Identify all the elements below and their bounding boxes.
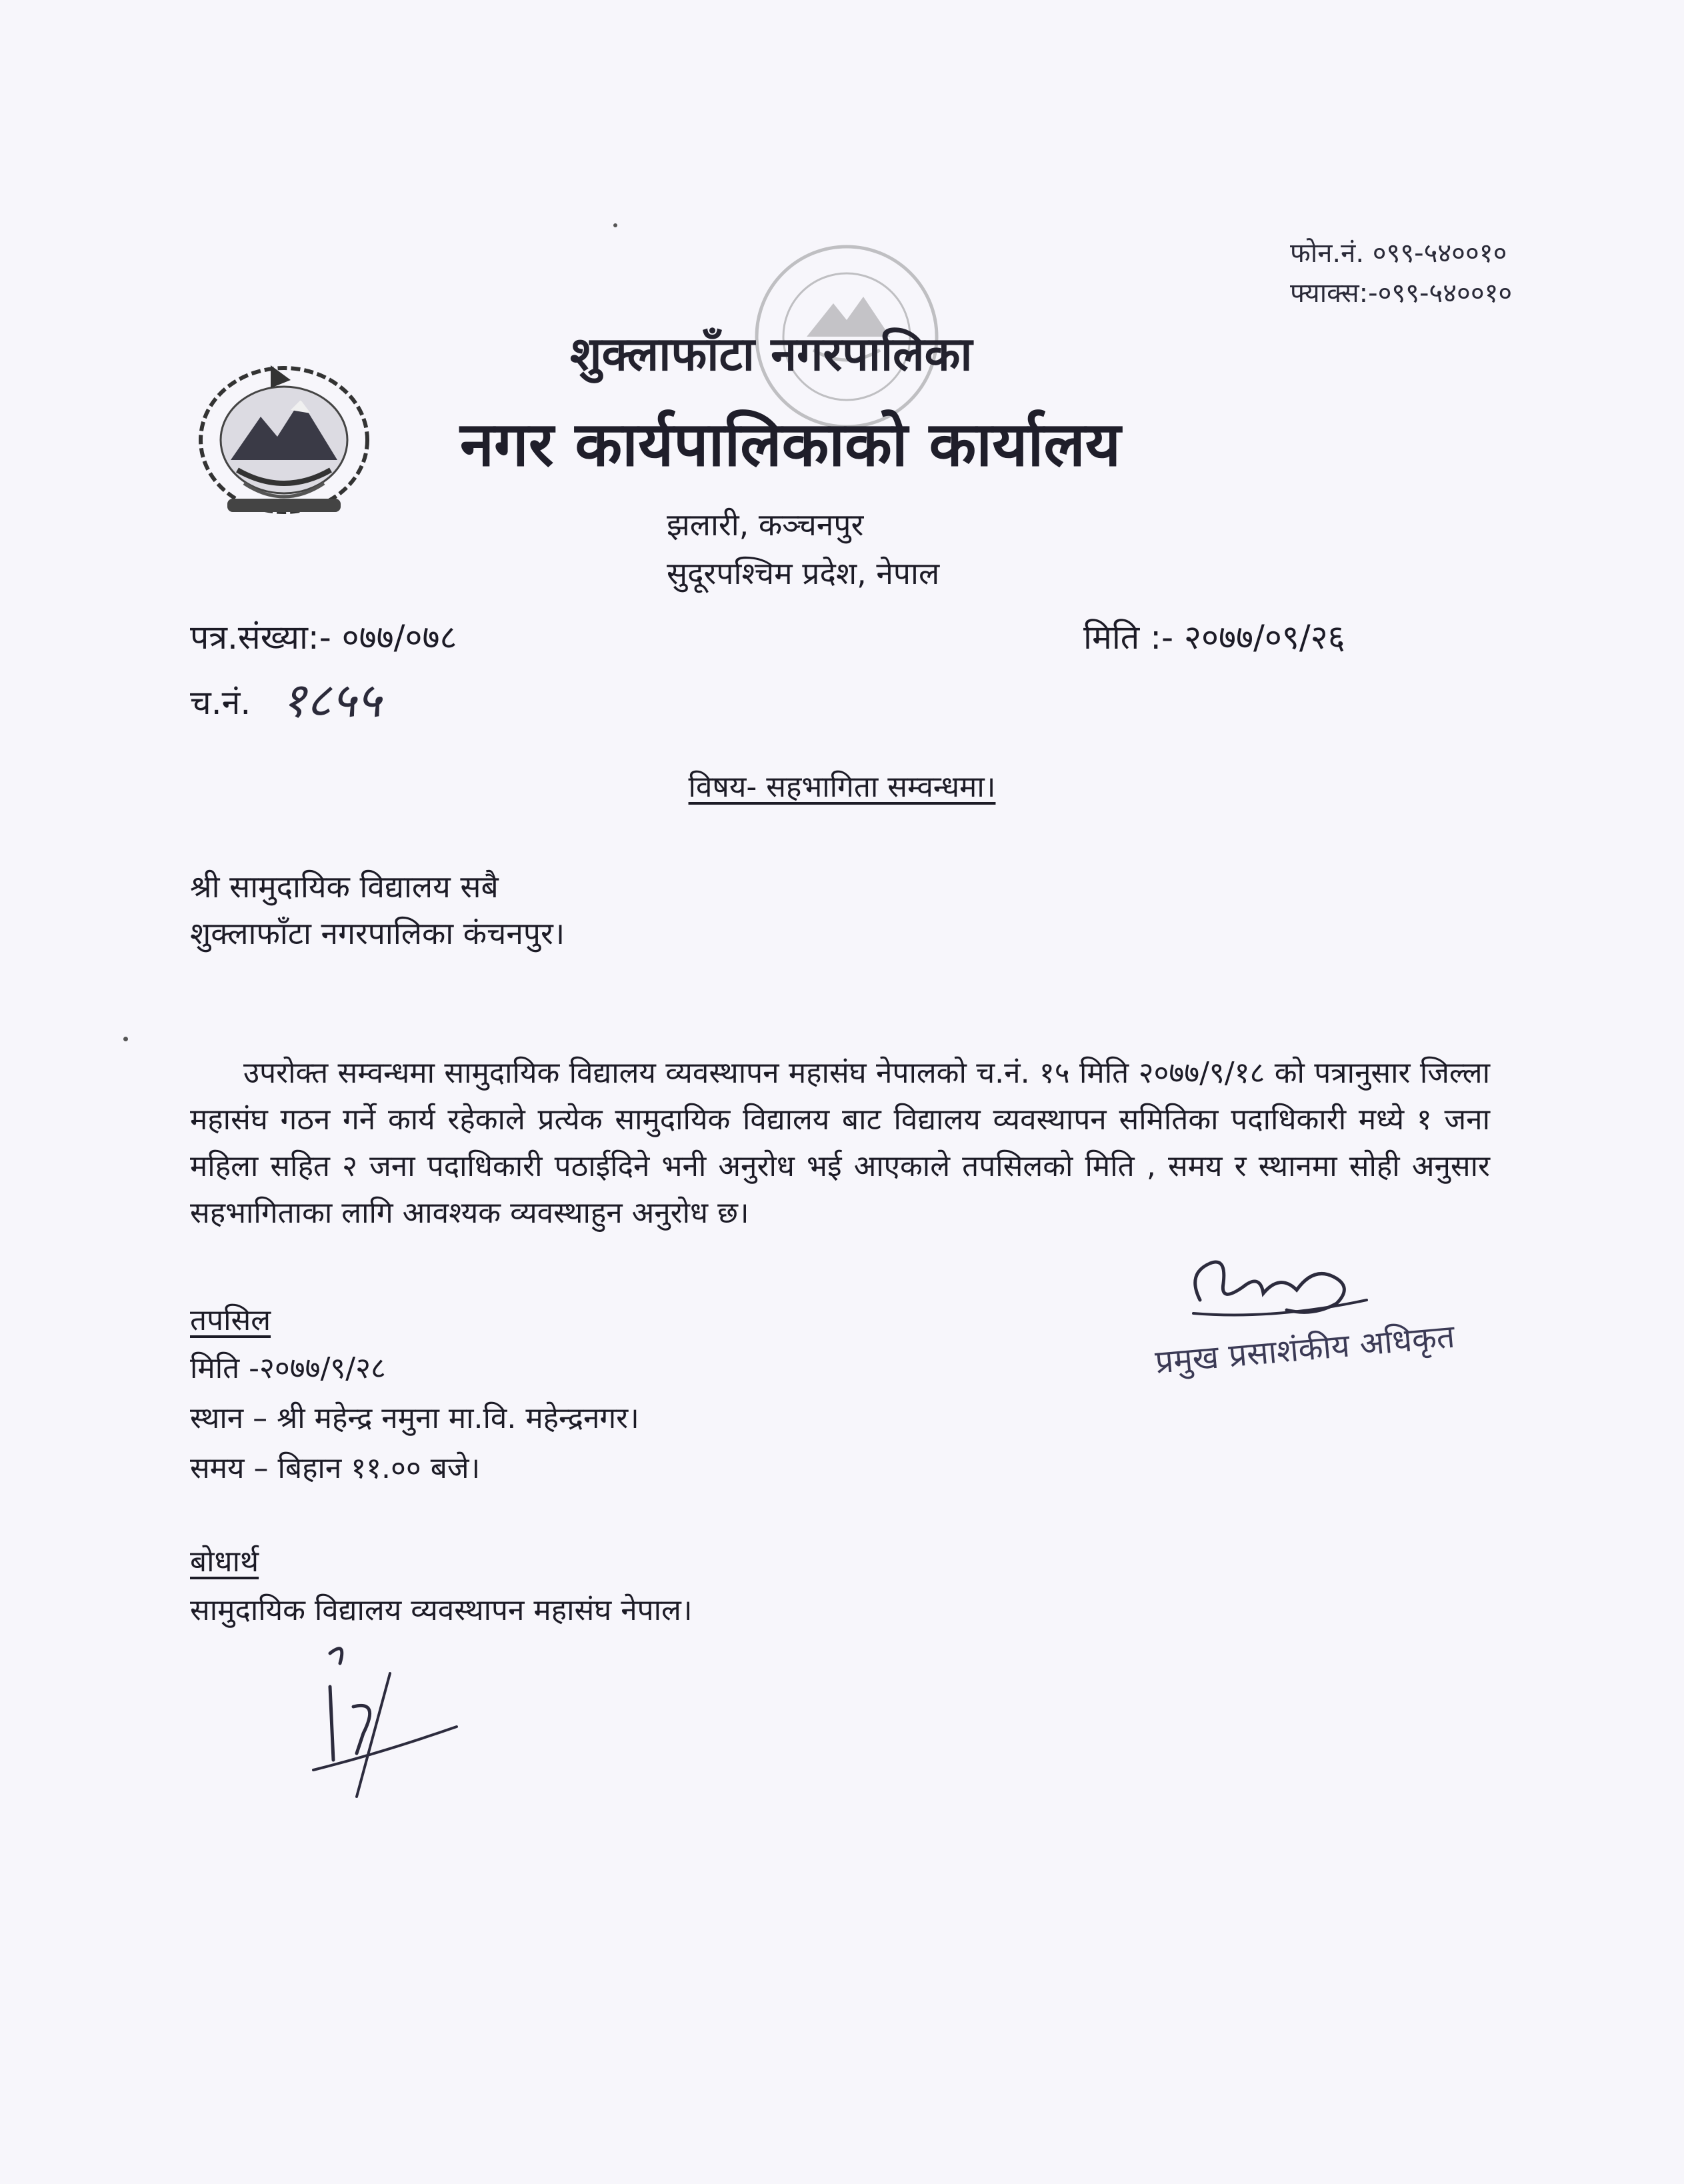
recipient-line-2: शुक्लाफाँटा नगरपालिका कंचनपुर।: [190, 915, 565, 951]
nepal-emblem-icon: [191, 353, 377, 520]
paper-speck: [123, 1037, 128, 1041]
office-name: नगर कार्यपालिकाको कार्यालय: [460, 409, 1121, 480]
letter-reference: पत्र.संख्या:- ०७७/०७८: [190, 618, 457, 657]
paper-speck: [613, 223, 617, 227]
dispatch-number-label: च.नं.: [190, 683, 251, 722]
letter-body: उपरोक्त सम्वन्धमा सामुदायिक विद्यालय व्यवस्थापन महासंघ नेपालको च.नं. १५ मिति २०७७/९/१८ को पत्रानुसार जिल्ला महासंघ गठन गर्ने कार्य रहेकाले प्रत्येक सामुदायिक विद्यालय बाट विद्यालय व्यवस्थापन समितिका पदाधिकारी मध्ये १ जना महिला सहित २ जना पदाधिकारी पठाईदिने भनी अनुरोध भई आएकाले तपसिलको मिति , समय र स्थानमा सोही अनुसार सहभागिताका लागि आवश्यक व्यवस्थाहुन अनुरोध छ।: [190, 1056, 1491, 1230]
phone-number: फोन.नं. ०९९-५४००१०: [1290, 238, 1507, 269]
cc-line-1: सामुदायिक विद्यालय व्यवस्थापन महासंघ नेपाल।: [190, 1593, 693, 1627]
letter-date: मिति :- २०७७/०९/२६: [1083, 618, 1345, 657]
cc-heading: बोधार्थ: [190, 1545, 259, 1579]
address-line-1: झलारी, कञ्चनपुर: [667, 507, 864, 543]
details-heading: तपसिल: [190, 1303, 271, 1337]
officer-title: प्रमुख प्रसाशंकीय अधिकृत: [1153, 1317, 1457, 1381]
municipality-name: शुक्लाफाँटा नगरपालिका: [570, 327, 973, 381]
handwritten-dispatch-number: [275, 667, 428, 733]
details-time: समय – बिहान ११.०० बजे।: [190, 1451, 481, 1485]
address-line-2: सुदूरपश्चिम प्रदेश, नेपाल: [667, 555, 940, 591]
details-place: स्थान – श्री महेन्द्र नमुना मा.वि. महेन्द्रनगर।: [190, 1401, 639, 1435]
officer-signature-icon: [1180, 1247, 1380, 1333]
details-date: मिति -२०७७/९/२८: [190, 1351, 386, 1385]
handwritten-initial-icon: [300, 1627, 467, 1800]
svg-text:१८५५: १८५५: [281, 672, 381, 728]
fax-number: फ्याक्स:-०९९-५४००१०: [1290, 278, 1513, 309]
letter-subject: विषय- सहभागिता सम्वन्धमा।: [688, 770, 996, 804]
recipient-line-1: श्री सामुदायिक विद्यालय सबै: [190, 869, 499, 905]
